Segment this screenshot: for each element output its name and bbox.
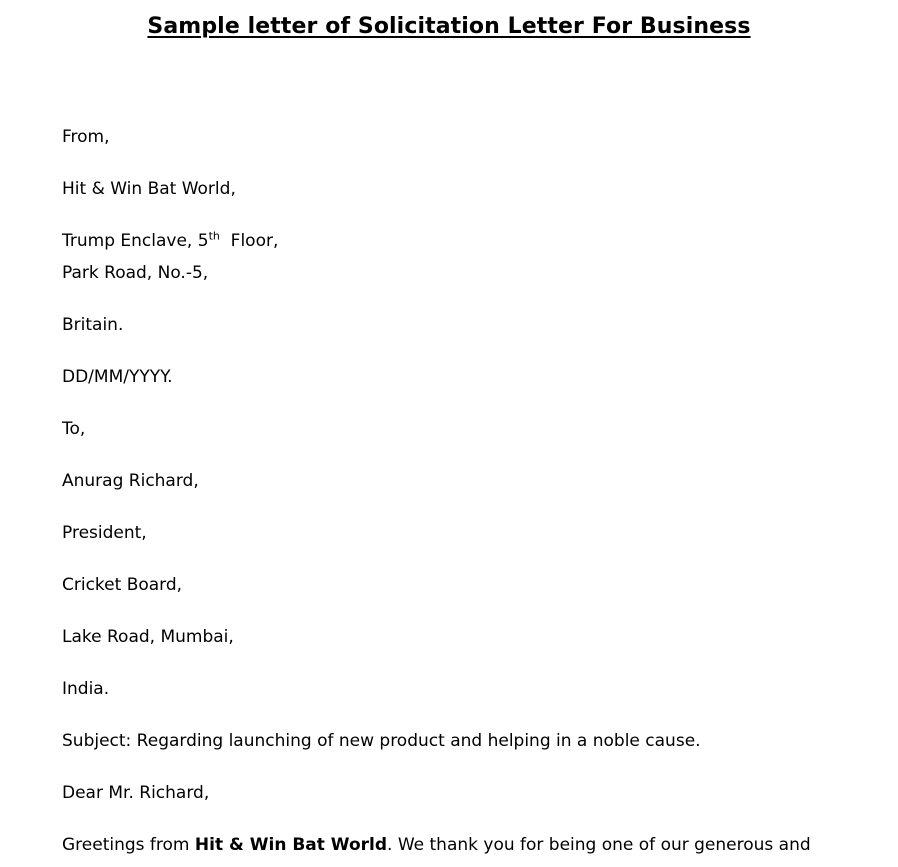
body-para1-company: Hit & Win Bat World [194, 835, 388, 855]
document-title: Sample letter of Solicitation Letter For Business [147, 14, 751, 39]
sender-country: Britain. [62, 315, 124, 335]
body-para1-end: . We thank you for being one of our generous and [387, 835, 811, 855]
address-line1-main: Trump Enclave, 5 [62, 231, 209, 251]
recipient-designation: President, [62, 523, 147, 543]
sender-address-line2: Park Road, No.-5, [62, 263, 209, 283]
address-line1-superscript: th [208, 229, 220, 243]
letter-date: DD/MM/YYYY. [62, 367, 173, 387]
from-label: From, [62, 127, 110, 147]
sender-company: Hit & Win Bat World, [62, 179, 236, 199]
recipient-address: Lake Road, Mumbai, [62, 627, 234, 647]
salutation: Dear Mr. Richard, [62, 783, 210, 803]
recipient-country: India. [62, 679, 110, 699]
to-label: To, [62, 419, 86, 439]
body-para1-start: Greetings from [62, 835, 195, 855]
subject-line: Subject: Regarding launching of new product and helping in a noble cause. [62, 731, 701, 751]
body-paragraph-1 [62, 835, 811, 855]
address-line1-rest: Floor, [219, 231, 279, 251]
sender-address-line1 [62, 231, 278, 251]
recipient-name: Anurag Richard, [62, 471, 199, 491]
recipient-organization: Cricket Board, [62, 575, 183, 595]
